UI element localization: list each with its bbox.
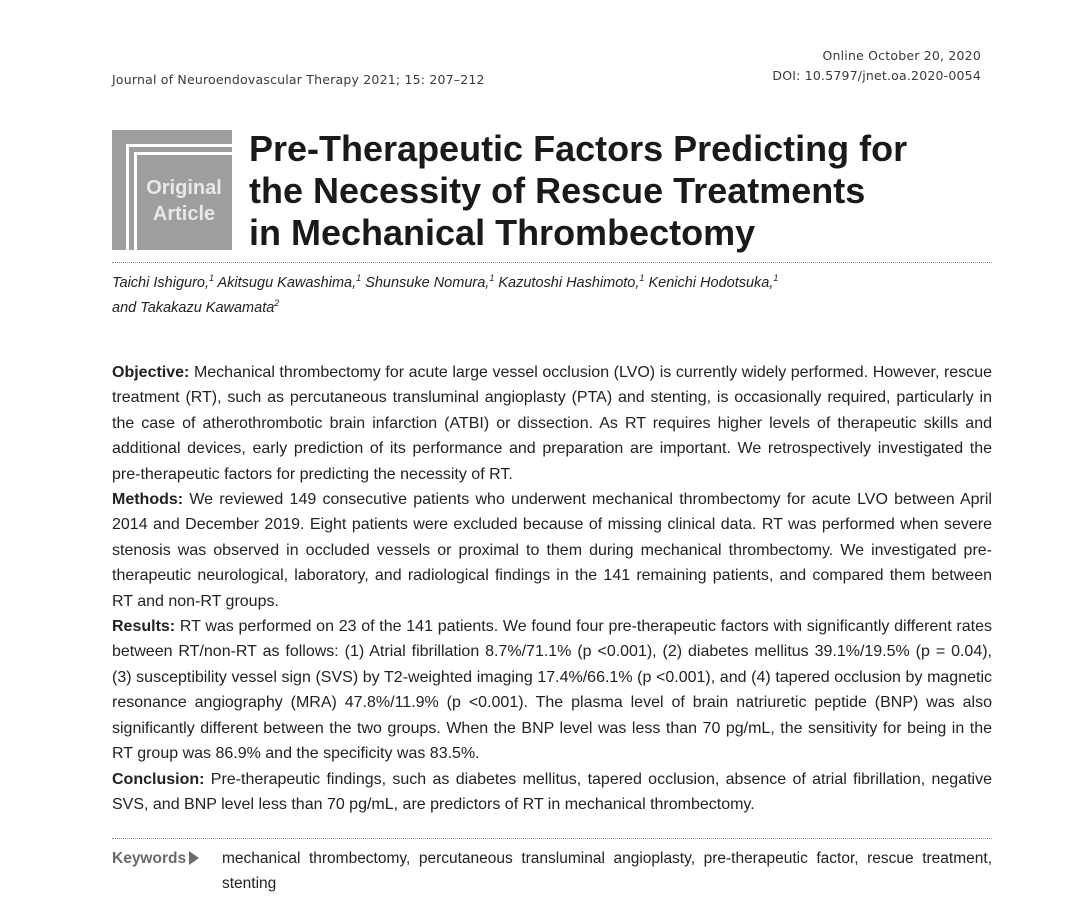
section-text: Mechanical thrombectomy for acute large vessel occlusion (LVO) is currently widely performed. However, rescue treatment (RT), such as percutaneous transluminal angioplasty (PTA) and stenting, is occasionally required, particularly in the case of atherothrombotic brain infarction (ATBI) or dissection. As RT requires higher levels of therapeutic skills and additional devices, early prediction of its performance and preparation are important. We retrospectively investigated the pre-therapeutic factors for predicting the necessity of RT.: [112, 364, 993, 483]
abstract-methods: [112, 487, 992, 614]
author: Akitsugu Kawashima,$^1$: [217, 273, 362, 291]
author: Taichi Ishiguro,$^1$: [112, 273, 215, 291]
author-list: [112, 268, 992, 318]
section-text: Pre-therapeutic findings, such as diabetes mellitus, tapered occlusion, absence of atrial fibrillation, negative SVS, and BNP level less than 70 pg/mL, are predictors of RT in mechanical thrombectomy.: [112, 770, 992, 813]
section-text: RT was performed on 23 of the 141 patients. We found four pre-therapeutic factors with significantly different rates between RT/non-RT as follows: (1) Atrial fibrillation 8.7%/71.1% (p <0.001), (2) diabetes mellitus 39.1%/19.5% (p = 0.04), (3) susceptibility vessel sign (SVS) by T2-weighted imaging 17.4%/66.1% (p <0.001), and (4) tapered occlusion by magnetic resonance angiography (MRA) 47.8%/11.9% (p <0.001). The plasma level of brain natriuretic peptide (BNP) was also significantly different between the two groups. When the BNP level was less than 70 pg/mL, the sensitivity for being in the RT group was 86.9% and the specificity was 83.5%.: [112, 618, 992, 763]
abstract-conclusion: [112, 767, 992, 818]
section-label: Results:: [112, 618, 176, 636]
keywords-text: mechanical thrombectomy, percutaneous transluminal angioplasty, pre-therapeutic factor, rescue treatment, stenting: [222, 850, 992, 892]
section-label: Methods:: [112, 491, 184, 509]
section-text: We reviewed 149 consecutive patients who underwent mechanical thrombectomy for acute LVO between April 2014 and December 2019. Eight patients were excluded because of missing clinical data. RT was performed when severe stenosis was observed in occluded vessels or proximal to them during mechanical thrombectomy. We investigated pre-therapeutic neurological, laboratory, and radiological findings in the 141 remaining patients, and compared them between RT and non-RT groups.: [112, 491, 992, 610]
author-line-2: [112, 293, 992, 318]
article-type-badge: [112, 130, 232, 250]
author-line-1: [112, 268, 992, 293]
keywords-divider: [112, 838, 992, 839]
badge-frame-line: [126, 144, 232, 147]
section-label: Objective:: [112, 364, 190, 381]
badge-frame-line: [134, 152, 137, 250]
author: and Takakazu Kawamata$^2$: [112, 297, 280, 316]
section-label: Conclusion:: [112, 770, 205, 788]
badge-label: Original Article: [146, 177, 222, 225]
abstract-objective: [112, 360, 992, 487]
doi-link[interactable]: DOI: 10.5797/jnet.oa.2020-0054: [772, 68, 981, 83]
article-title: Pre-Therapeutic Factors Predicting for the Necessity of Rescue Treatments in Mechanical Thrombectomy: [249, 128, 908, 253]
author: Kazutoshi Hashimoto,$^1$: [498, 273, 645, 291]
abstract-results: [112, 614, 992, 766]
journal-citation: Journal of Neuroendovascular Therapy 2021; 15: 207–212: [112, 72, 485, 87]
keywords-label: Keywords: [112, 846, 199, 871]
publication-info: [772, 46, 981, 86]
abstract: [112, 360, 992, 817]
badge-frame-line: [134, 152, 232, 155]
badge-frame-line: [126, 144, 129, 250]
author: Shunsuke Nomura,$^1$: [365, 273, 495, 291]
online-date: Online October 20, 2020: [822, 48, 981, 63]
arrow-right-icon: [189, 851, 199, 865]
title-divider: [112, 262, 992, 263]
author: Kenichi Hodotsuka,$^1$: [648, 273, 779, 291]
